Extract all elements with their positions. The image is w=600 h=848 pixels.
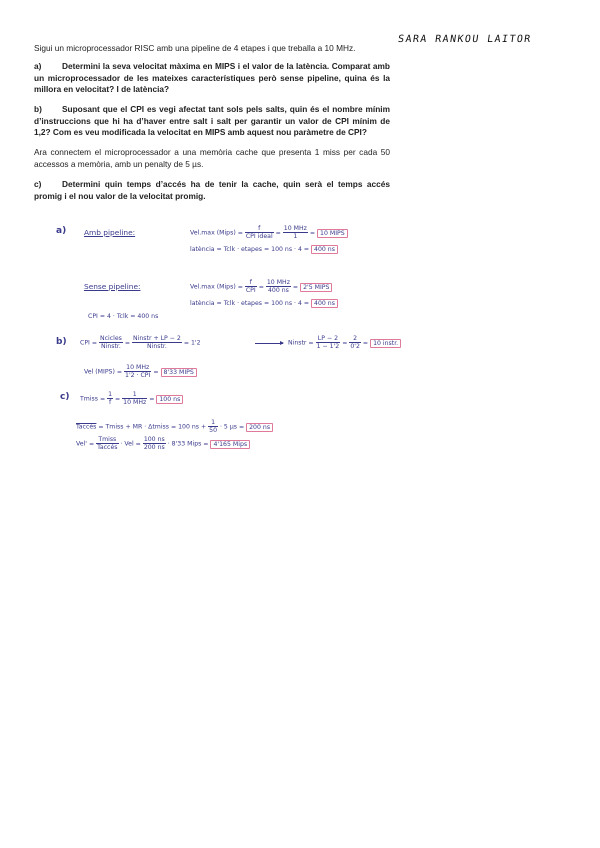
implies-arrow bbox=[255, 343, 283, 344]
with-pipeline-vel-result: 10 MIPS bbox=[317, 229, 348, 238]
tmiss-result: 100 ns bbox=[156, 395, 183, 404]
solution-b-label: b) bbox=[56, 337, 67, 347]
question-a-label: a) bbox=[34, 61, 42, 71]
tmiss-equation: Tmiss = $\frac{1}{f}$ = $\frac{1}{\text{10 MHz}}$ = 100 ns bbox=[80, 391, 183, 406]
without-pipeline-vel-result: 2'5 MIPS bbox=[300, 283, 332, 292]
without-pipeline-title: Sense pipeline: bbox=[84, 282, 141, 291]
question-c-text: Determini quin temps d’accés ha de tenir la cache, quin serà el temps accés promig i el nou valor de la velocitat promig. bbox=[34, 179, 390, 201]
b-velocity-equation: Vel (MIPS) = $\frac{\text{10 MHz}}{\text{1'2 · CPI}}$ = 8'33 MIPS bbox=[84, 364, 197, 379]
without-pipeline-velocity: Vel.max (Mips) = $\frac{f}{\text{CPI}}$ = $\frac{\text{10 MHz}}{400 ns}$ = 2'5 MIPS bbox=[190, 279, 332, 294]
cpi-note: CPI = 4 · Tclk = 400 ns bbox=[88, 313, 159, 320]
with-pipeline-latency: latència = Tclk · etapes = 100 ns · 4 = 400 ns bbox=[190, 246, 338, 253]
question-a-text: Determini la seva velocitat màxima en MIPS i el valor de la latència. Comparat amb un microprocessador de les mateixes característiques però sense pipeline, quina és la millora en velocitat? I de latència? bbox=[34, 61, 390, 94]
without-pipeline-lat-result: 400 ns bbox=[311, 299, 338, 308]
cache-text: Ara connectem el microprocessador a una memòria cache que presenta 1 miss per cada 50 accessos a memòria, amb un penalty de 5 µs. bbox=[34, 147, 390, 169]
final-velocity-equation: Vel' = $\frac{\text{Tmiss}}{\text{Taccés}}$ · Vel = $\frac{100 ns}{200 ns}$ · 8'33 Mips = 4'165 Mips bbox=[76, 436, 250, 451]
ninstr-equation: Ninstr = $\frac{LP - 2}{1 - 1'2}$ = $\frac{2}{0'2}$ = 10 instr. bbox=[288, 335, 401, 350]
b-velocity-result: 8'33 MIPS bbox=[161, 368, 197, 377]
taccess-result: 200 ns bbox=[246, 423, 273, 432]
with-pipeline-title: Amb pipeline: bbox=[84, 228, 136, 237]
question-b-label: b) bbox=[34, 104, 42, 114]
without-pipeline-latency: latència = Tclk · etapes = 100 ns · 4 = 400 ns bbox=[190, 300, 338, 307]
question-c-label: c) bbox=[34, 179, 42, 189]
ninstr-result: 10 instr. bbox=[370, 339, 401, 348]
solution-a-label: a) bbox=[56, 226, 67, 236]
solution-c-label: c) bbox=[60, 392, 70, 402]
cpi-equation: CPI = $\frac{\text{Ncicles}}{\text{Ninstr.}}$ = $\frac{\text{Ninstr + LP − 2}}{\text{Ninstr.}}$ = 1'2 bbox=[80, 335, 201, 350]
question-b-text: Suposant que el CPI es vegi afectat tant sols pels salts, quin és el nombre mínim d’instruccions que hi ha d’haver entre salt i salt per garantir un valor de CPI mínim de 1,2? Com es veu modificada la velocitat en MIPS amb aquest nou paràmetre de CPI? bbox=[34, 104, 390, 137]
final-velocity-result: 4'165 Mips bbox=[210, 440, 250, 449]
intro-text: Sigui un microprocessador RISC amb una pipeline de 4 etapes i que treballa a 10 MHz. bbox=[34, 43, 356, 53]
student-signature: SARA RANKOU LAITOR bbox=[397, 34, 533, 45]
with-pipeline-lat-result: 400 ns bbox=[311, 245, 338, 254]
with-pipeline-velocity: Vel.max (Mips) = $\frac{f}{\text{CPI ideal}}$ = $\frac{\text{10 MHz}}{1}$ = 10 MIPS bbox=[190, 225, 348, 240]
taccess-equation: Taccés = Tmiss + MR · Δtmiss = 100 ns + $\frac{1}{50}$ · 5 µs = 200 ns bbox=[76, 419, 273, 434]
